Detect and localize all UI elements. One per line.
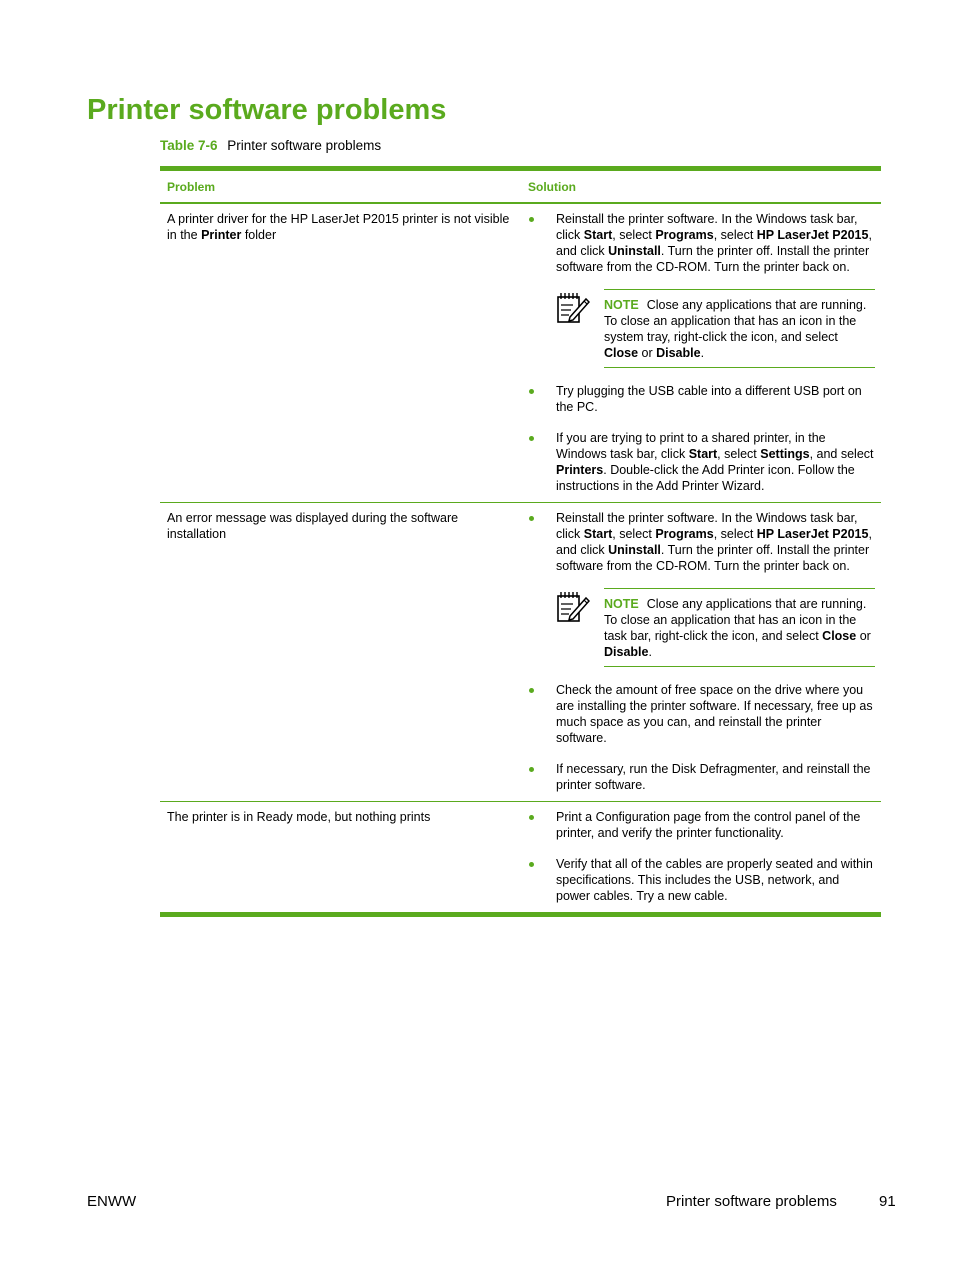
note-box <box>556 588 875 667</box>
problem-cell <box>160 204 521 502</box>
table-caption <box>160 137 381 155</box>
solution-item <box>521 809 875 841</box>
text-run: . Turn the printer off. Install the printer software from the CD-ROM. Turn the printer back on. <box>556 543 870 573</box>
table-row <box>160 204 881 503</box>
bold-term: Uninstall <box>608 244 661 258</box>
text-run: folder <box>241 228 277 242</box>
text-run: , select <box>612 527 656 541</box>
solution-cell <box>521 503 881 801</box>
header-solution: Solution <box>528 179 576 194</box>
text-run: Print a Configuration page from the control panel of the printer, and verify the printer functionality. <box>556 810 861 840</box>
text-run: Reinstall the printer software. In the Windows task bar, click <box>556 511 858 541</box>
solution-item <box>521 211 875 368</box>
note-body <box>604 289 875 368</box>
bold-term: Start <box>583 228 613 242</box>
bold-term: Settings <box>760 447 810 461</box>
bullet-icon <box>529 217 534 222</box>
table-caption-label: Table 7-6 <box>160 138 218 153</box>
solution-text <box>556 383 875 415</box>
text-run: Close any applications that are running. To close an application that has an icon in the task bar, right-click the icon, and select <box>604 597 867 643</box>
note-box <box>556 289 875 368</box>
bold-term: Start <box>583 527 613 541</box>
bold-term: Disable <box>604 645 649 659</box>
table-caption-text: Printer software problems <box>227 138 382 153</box>
bullet-icon <box>529 862 534 867</box>
bold-term: Uninstall <box>608 543 661 557</box>
solution-item <box>521 383 875 415</box>
text-run: . <box>700 346 705 360</box>
note-icon-wrap <box>556 588 604 667</box>
solution-text <box>556 761 875 793</box>
text-run: , select <box>713 527 757 541</box>
bold-term: Printer <box>201 228 242 242</box>
table-body <box>160 204 881 912</box>
solution-text <box>556 211 875 275</box>
text-run: , select <box>717 447 761 461</box>
text-run: Try plugging the USB cable into a different USB port on the PC. <box>556 384 862 414</box>
text-run: , and click <box>556 228 872 258</box>
note-icon-wrap <box>556 289 604 368</box>
bullet-icon <box>529 436 534 441</box>
solution-item <box>521 510 875 667</box>
solution-list <box>521 510 875 793</box>
bullet-icon <box>529 815 534 820</box>
text-run: , and select <box>809 447 874 461</box>
text-run: . <box>648 645 652 659</box>
bold-term: HP LaserJet P2015 <box>756 527 869 541</box>
solution-text <box>556 856 875 904</box>
text-run: , and click <box>556 527 872 557</box>
page-title: Printer software problems <box>87 94 447 126</box>
text-run: , select <box>713 228 757 242</box>
note-icon <box>556 291 590 325</box>
solution-list <box>521 809 875 904</box>
text-run: or <box>856 629 871 643</box>
table-header <box>160 171 881 204</box>
problem-cell <box>160 802 521 912</box>
bold-term: Close <box>822 629 857 643</box>
solution-text <box>556 682 875 746</box>
text-run: or <box>638 346 657 360</box>
bold-term: Programs <box>655 527 714 541</box>
text-run: If necessary, run the Disk Defragmenter, and reinstall the printer software. <box>556 762 871 792</box>
table-row <box>160 802 881 912</box>
footer-page-number: 91 <box>879 1193 896 1210</box>
text-run: . Turn the printer off. Install the printer software from the CD-ROM. Turn the printer back on. <box>556 244 870 274</box>
solution-text <box>556 510 875 574</box>
note-label: NOTE <box>604 298 639 312</box>
text-run: The printer is in Ready mode, but nothing prints <box>167 810 431 824</box>
bold-term: HP LaserJet P2015 <box>756 228 869 242</box>
bullet-icon <box>529 767 534 772</box>
solution-cell <box>521 204 881 502</box>
solution-item <box>521 856 875 904</box>
note-body <box>604 588 875 667</box>
bullet-icon <box>529 516 534 521</box>
bold-term: Printers <box>556 463 604 477</box>
text-run: Verify that all of the cables are properly seated and within specifications. This includes the USB, network, and power cables. Try a new cable. <box>556 857 873 903</box>
bullet-icon <box>529 389 534 394</box>
text-run: Reinstall the printer software. In the Windows task bar, click <box>556 212 858 242</box>
solution-text <box>556 430 875 494</box>
problems-table <box>160 166 881 917</box>
text-run: Close any applications that are running. To close an application that has an icon in the system tray, right-click the icon, and select <box>604 298 867 344</box>
problem-cell <box>160 503 521 801</box>
footer-left: ENWW <box>87 1193 137 1210</box>
text-run: An error message was displayed during the software installation <box>167 511 459 541</box>
bold-term: Programs <box>655 228 714 242</box>
note-icon <box>556 590 590 624</box>
text-run: Check the amount of free space on the drive where you are installing the printer software. If necessary, free up as much space as you can, and reinstall the printer software. <box>556 683 873 745</box>
footer-section-title: Printer software problems <box>666 1193 837 1210</box>
bold-term: Start <box>688 447 718 461</box>
text-run: A printer driver for the HP LaserJet P2015 printer is not visible in the <box>167 212 510 242</box>
text-run: . Double-click the Add Printer icon. Follow the instructions in the Add Printer Wizard. <box>556 463 855 493</box>
bold-term: Close <box>604 346 639 360</box>
note-label: NOTE <box>604 597 639 611</box>
bold-term: Disable <box>656 346 701 360</box>
text-run: If you are trying to print to a shared printer, in the Windows task bar, click <box>556 431 826 461</box>
solution-text <box>556 809 875 841</box>
text-run: , select <box>612 228 656 242</box>
solution-cell <box>521 802 881 912</box>
bullet-icon <box>529 688 534 693</box>
solution-item <box>521 430 875 494</box>
header-problem: Problem <box>167 179 216 194</box>
solution-item <box>521 682 875 746</box>
solution-list <box>521 211 875 494</box>
solution-item <box>521 761 875 793</box>
table-row <box>160 503 881 802</box>
table-bottom-rule <box>160 912 881 917</box>
